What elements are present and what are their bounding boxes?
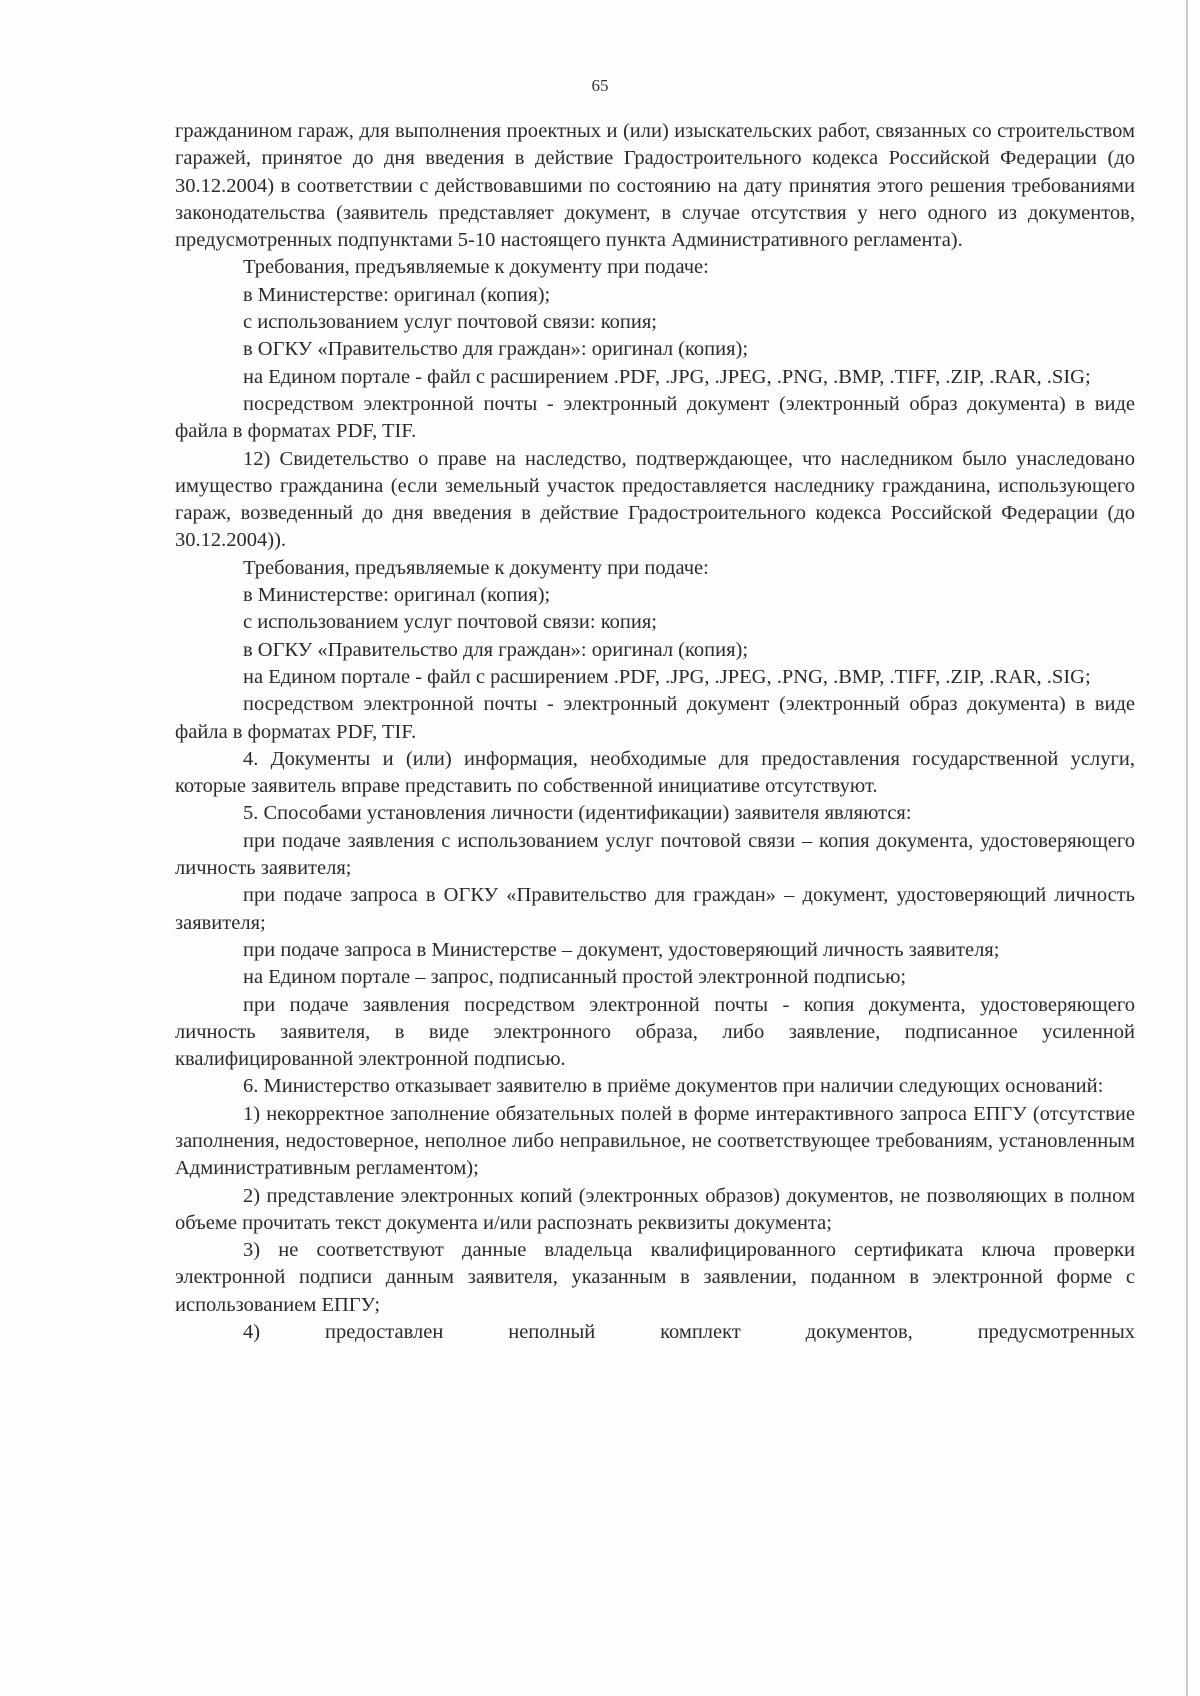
paragraph: при подаче запроса в ОГКУ «Правительство для граждан» – документ, удостоверяющий личность заявителя; [175, 884, 1135, 934]
page-number: 65 [591, 76, 609, 95]
paragraph: при подаче заявления с использованием услуг почтовой связи – копия документа, удостоверяющего личность заявителя; [175, 829, 1135, 880]
paragraph: с использованием услуг почтовой связи: копия; [243, 311, 657, 334]
paragraph: при подаче запроса в Министерстве – документ, удостоверяющий личность заявителя; [243, 938, 1000, 961]
paragraph: на Едином портале - файл с расширением .PDF, .JPG, .JPEG, .PNG, .BMP, .TIFF, .ZIP, .RAR, .SIG; [243, 665, 1091, 688]
paragraph: 1) некорректное заполнение обязательных полей в форме интерактивного запроса ЕПГУ (отсутствие заполнения, недостоверное, неполное либо неправильное, не соответствующее требованиям, установленным Административным регламентом); [175, 1102, 1135, 1180]
page-edge-line [1186, 0, 1188, 1696]
paragraph: в ОГКУ «Правительство для граждан»: оригинал (копия); [243, 638, 749, 661]
paragraph: посредством электронной почты - электронный документ (электронный образ документа) в виде файла в форматах PDF, TIF. [175, 392, 1135, 443]
paragraph: на Едином портале – запрос, подписанный простой электронной подписью; [243, 966, 907, 989]
paragraph: Требования, предъявляемые к документу при подаче: [243, 556, 709, 579]
paragraph: в Министерстве: оригинал (копия); [243, 584, 551, 607]
paragraph: при подаче заявления посредством электронной почты - копия документа, удостоверяющего личность заявителя, в виде электронного образа, либо заявление, подписанное усиленной квалифицированной электронной подписью. [175, 993, 1135, 1071]
paragraph: в ОГКУ «Правительство для граждан»: оригинал (копия); [243, 338, 749, 361]
paragraph: Требования, предъявляемые к документу при подаче: [243, 256, 709, 279]
document-body [175, 118, 1135, 1346]
paragraph: 4. Документы и (или) информация, необходимые для предоставления государственной услуги, которые заявитель вправе представить по собственной инициативе отсутствуют. [175, 747, 1135, 798]
paragraph: гражданином гараж, для выполнения проектных и (или) изыскательских работ, связанных со строительством гаражей, принятое до дня введения в действие Градостроительного кодекса Российской Федерации (до 30.12.2004) в соответствии с действовавшими по состоянию на дату принятия этого решения требованиями законодательства (заявитель представляет документ, в случае отсутствия у него одного из документов, предусмотренных подпунктами 5-10 настоящего пункта Административного регламента). [175, 120, 1135, 252]
paragraph: 12) Свидетельство о праве на наследство, подтверждающее, что наследником было унаследовано имущество гражданина (если земельный участок предоставляется наследнику гражданина, использующего гараж, возведенный до дня введения в действие Градостроительного кодекса Российской Федерации (до 30.12.2004)). [175, 447, 1135, 552]
paragraph: посредством электронной почты - электронный документ (электронный образ документа) в виде файла в форматах PDF, TIF. [175, 693, 1135, 743]
paragraph: 3) не соответствуют данные владельца квалифицированного сертификата ключа проверки электронной подписи данным заявителя, указанным в заявлении, поданном в электронной форме с использованием ЕПГУ; [175, 1239, 1135, 1316]
paragraph: с использованием услуг почтовой связи: копия; [243, 611, 657, 634]
paragraph: в Министерстве: оригинал (копия); [243, 283, 551, 306]
paragraph: 4) предоставлен неполный комплект документов, предусмотренных [243, 1321, 1135, 1344]
paragraph: 5. Способами установления личности (идентификации) заявителя являются: [243, 802, 912, 825]
paragraph: на Едином портале - файл с расширением .PDF, .JPG, .JPEG, .PNG, .BMP, .TIFF, .ZIP, .RAR, .SIG; [243, 365, 1091, 388]
paragraph: 2) представление электронных копий (электронных образов) документов, не позволяющих в полном объеме прочитать текст документа и/или распознать реквизиты документа; [175, 1184, 1135, 1234]
paragraph: 6. Министерство отказывает заявителю в приёме документов при наличии следующих оснований: [243, 1075, 1104, 1098]
